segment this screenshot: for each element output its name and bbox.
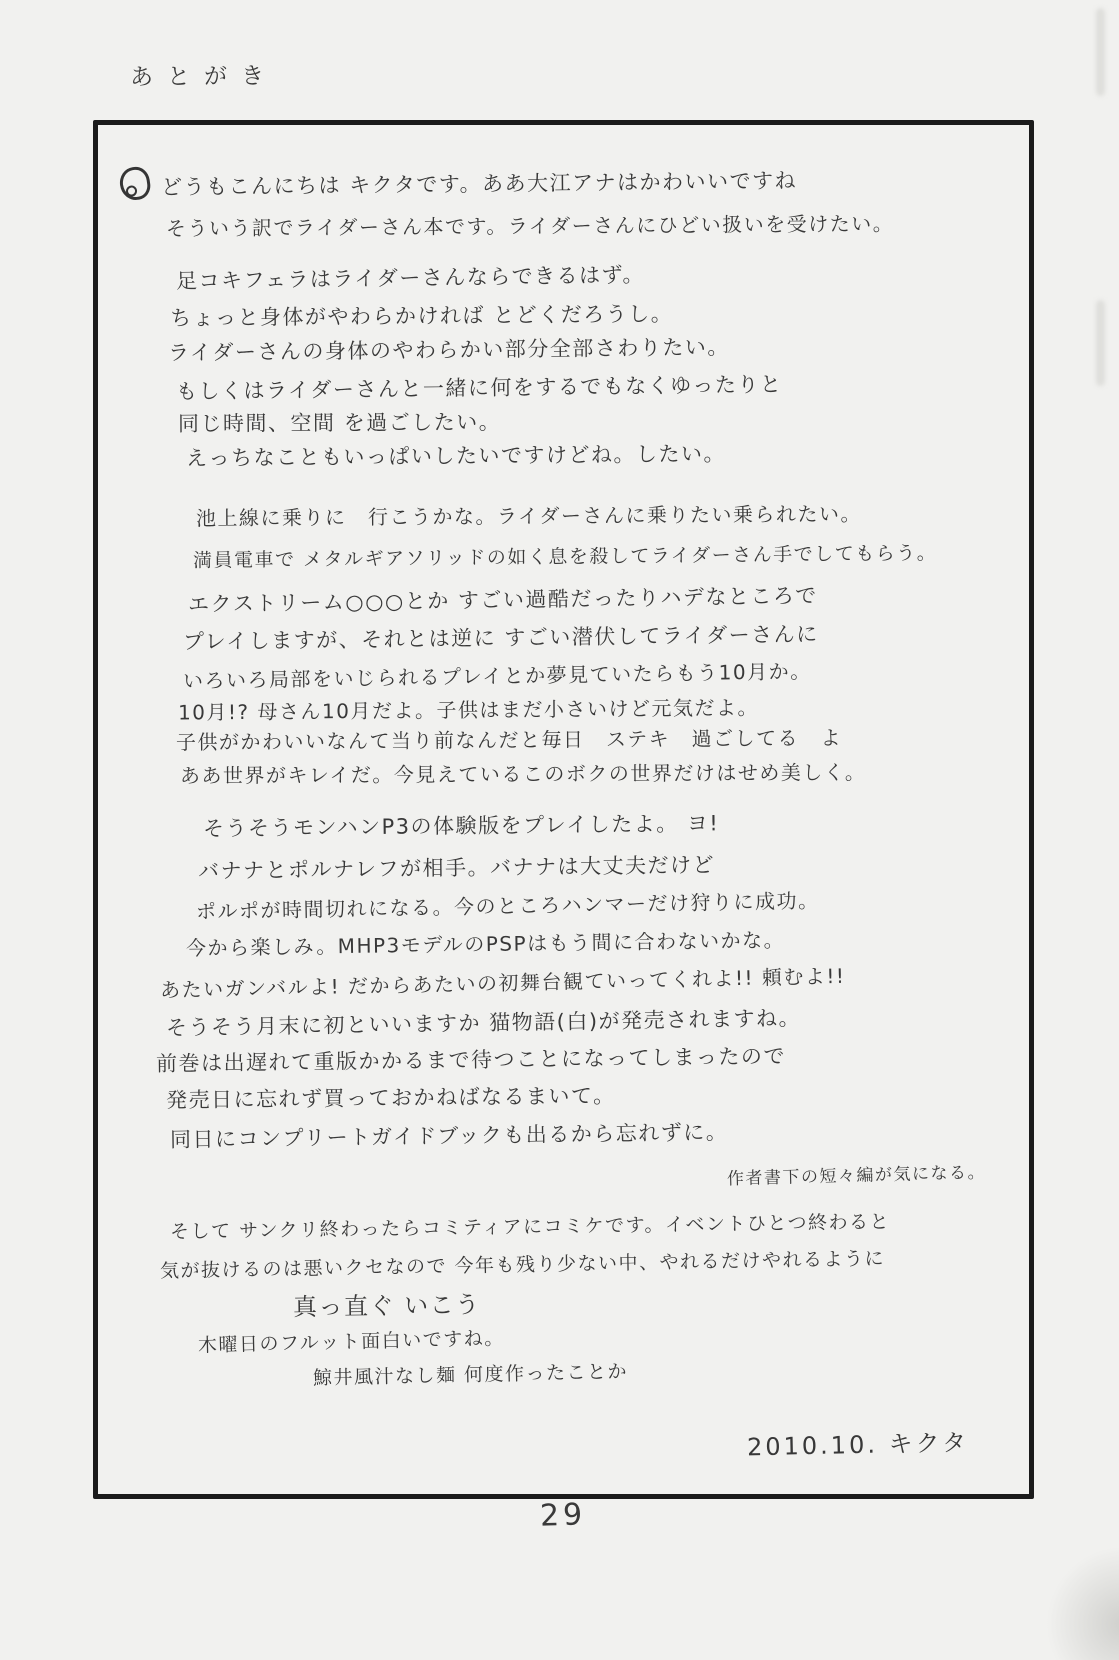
handwritten-line: ポルポが時間切れになる。今のところハンマーだけ狩りに成功。 — [195, 888, 820, 924]
handwritten-line: 気が抜けるのは悪いクセなので 今年も残り少ない中、やれるだけやれるように — [159, 1247, 886, 1283]
handwritten-line: ライダーさんの身体のやわらかい部分全部さわりたい。 — [167, 335, 730, 365]
afterword-frame — [93, 120, 1034, 1499]
handwritten-line: バナナとポルナレフが相手。バナナは大丈夫だけど — [197, 852, 716, 884]
handwritten-line: 真っ直ぐ いこう — [292, 1290, 481, 1322]
handwritten-line: 木曜日のフルット面白いですね。 — [197, 1327, 505, 1357]
handwritten-line: いろいろ局部をいじられるプレイとか夢見ていたらもう10月か。 — [182, 659, 812, 693]
handwritten-line: 同じ時間、空間 を過ごしたい。 — [177, 410, 502, 436]
handwriting-layer — [98, 125, 1029, 1494]
handwritten-line: 今から楽しみ。MHP3モデルのPSPはもう間に合わないかな。 — [185, 927, 786, 961]
handwritten-line: そういう訳でライダーさん本です。ライダーさんにひどい扱いを受けたい。 — [165, 211, 895, 241]
page-title: あとがき — [129, 63, 279, 91]
handwritten-line: そうそう月末に初といいますか 猫物語(白)が発売されますね。 — [165, 1006, 802, 1040]
handwritten-line: もしくはライダーさんと一緒に何をするでもなくゆったりと — [175, 372, 783, 404]
handwritten-line: 10月!? 母さん10月だよ。子供はまだ小さいけど元気だよ。 — [177, 695, 759, 725]
scan-artifact-streak — [1096, 8, 1105, 96]
handwritten-line: えっちなこともいっぱいしたいですけどね。したい。 — [185, 441, 727, 471]
handwritten-line: そうそうモンハンP3の体験版をプレイしたよ。 ヨ! — [202, 811, 720, 841]
handwritten-line: 前巻は出遅れて重版かかるまで待つことになってしまったので — [155, 1044, 787, 1076]
handwritten-line: 満員電車で メタルギアソリッドの如く息を殺してライダーさん手でしてもらう。 — [192, 542, 938, 572]
handwritten-line: 鯨井風汁なし麺 何度作ったことか — [312, 1360, 629, 1390]
circle-doodle-icon — [118, 165, 152, 202]
date-signature: 2010.10. キクタ — [746, 1428, 970, 1462]
handwritten-line: あたいガンバルよ! だからあたいの初舞台観ていってくれよ!! 頼むよ!! — [159, 963, 846, 1003]
handwritten-line: 発売日に忘れず買っておかねばなるまいて。 — [165, 1083, 616, 1113]
handwritten-line: プレイしますが、それとは逆に すごい潜伏してライダーさんに — [182, 622, 819, 654]
handwritten-line: どうもこんにちは キクタです。ああ大江アナはかわいいですね — [160, 168, 798, 200]
handwritten-line: ちょっと身体がやわらかければ とどくだろうし。 — [169, 301, 674, 331]
page-number: 29 — [539, 1497, 587, 1534]
handwritten-line: 子供がかわいいなんて当り前なんだと毎日 ステキ 過ごしてる よ — [175, 725, 843, 755]
handwritten-line: そして サンクリ終わったらコミティアにコミケです。イベントひとつ終わると — [169, 1210, 891, 1244]
handwritten-line: エクストリーム○○○とか すごい過酷だったりハデなところで — [187, 583, 818, 617]
handwritten-line: 作者書下の短々編が気になる。 — [726, 1162, 987, 1190]
handwritten-line: ああ世界がキレイだ。今見えているこのボクの世界だけはせめ美しく。 — [179, 760, 867, 788]
handwritten-line: 同日にコンプリートガイドブックも出るから忘れずに。 — [169, 1120, 729, 1152]
handwritten-line: 足コキフェラはライダーさんならできるはず。 — [175, 262, 646, 294]
handwritten-line: 池上線に乗りに 行こうかな。ライダーさんに乗りたい乗られたい。 — [195, 501, 862, 531]
scan-artifact-streak — [1096, 300, 1105, 386]
scan-artifact-shadow — [1040, 1540, 1119, 1660]
